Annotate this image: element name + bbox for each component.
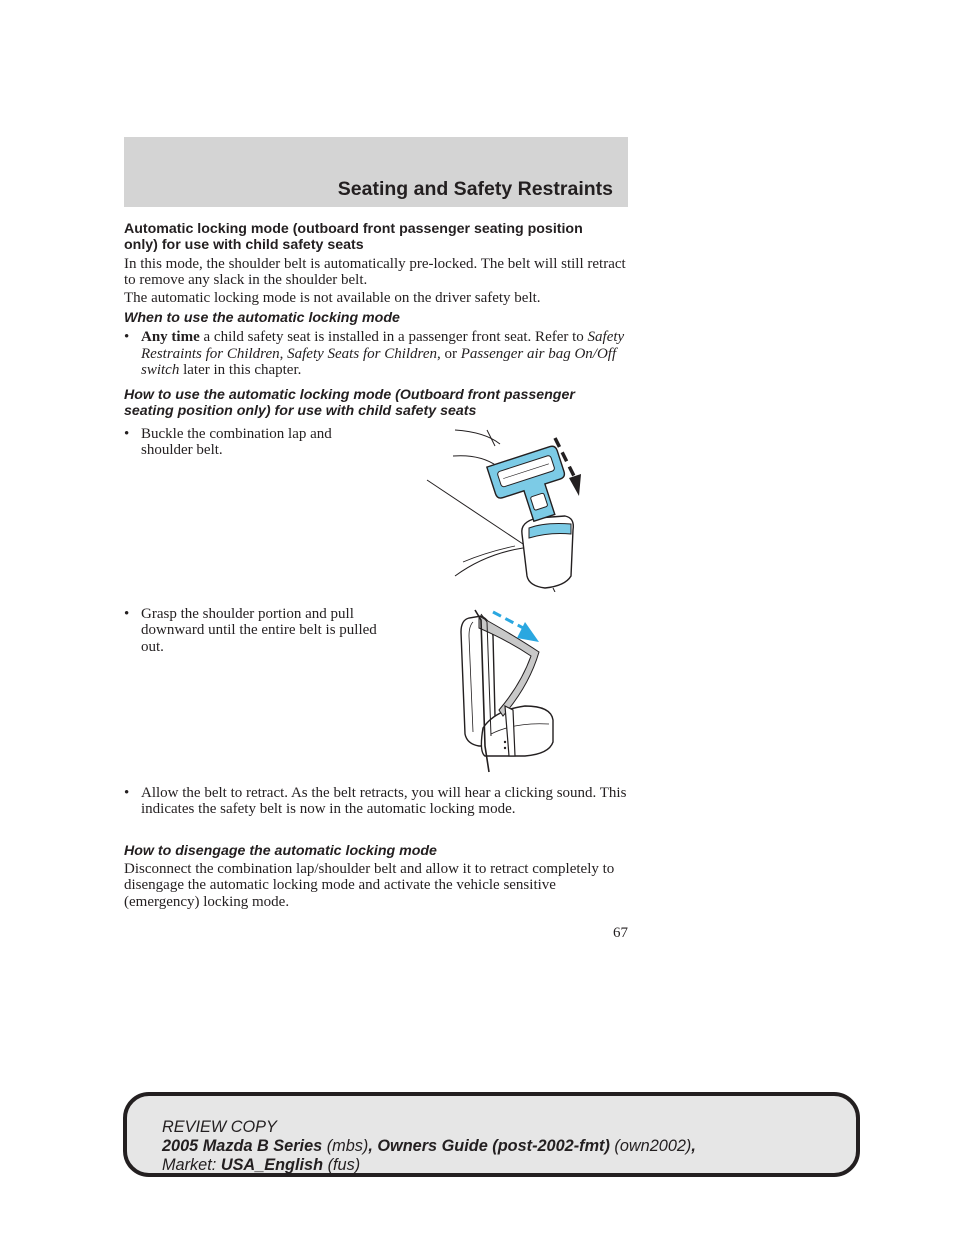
ref-safety-restraints-children: Safety Restraints for Children	[141, 329, 625, 362]
ref-passenger-airbag-switch: Passenger air bag On/Off switch	[141, 345, 617, 379]
page-title: Seating and Safety Restraints	[337, 178, 613, 200]
main-content	[124, 221, 628, 419]
buckle-illustration	[425, 426, 595, 592]
heading-when-to-use: When to use the automatic locking mode	[124, 310, 400, 327]
heading-how-to-disengage: How to disengage the automatic locking mode	[124, 843, 437, 859]
lead-any-time: Any time	[141, 329, 200, 346]
section-header-band	[124, 137, 628, 207]
ref-safety-seats-children: Safety Seats for Children	[287, 345, 437, 362]
list-item-buckle-belt: • Buckle the combination lap and shoulder belt.	[124, 426, 332, 459]
review-copy-footer-text	[162, 1118, 852, 1175]
list-item-grasp-shoulder: • Grasp the shoulder portion and pull downward until the entire belt is pulled out.	[124, 606, 377, 655]
list-item-when-to-use: • Any time a child safety seat is installed in a passenger front seat. Refer to Safety Restraints for Children, Safety Seats for Children, or Passenger air bag On/Off switch later in this chapter.	[124, 329, 625, 379]
heading-automatic-locking-mode: Automatic locking mode (outboard front passenger seating position only) for use with child safety seats	[124, 221, 583, 253]
list-item-allow-retract: • Allow the belt to retract. As the belt retracts, you will hear a clicking sound. This indicates the safety belt is now in the automatic locking mode.	[124, 785, 627, 818]
page-number: 67	[613, 925, 628, 941]
heading-how-to-use: How to use the automatic locking mode (Outboard front passenger seating position only) for use with child safety seats	[124, 387, 575, 420]
paragraph-auto-intro: In this mode, the shoulder belt is automatically pre-locked. The belt will still retract to remove any slack in the shoulder belt.	[124, 256, 626, 289]
footer-review-copy: REVIEW COPY	[162, 1118, 277, 1136]
bullet-dot: •	[124, 329, 130, 346]
paragraph-driver-note: The automatic locking mode is not available on the driver safety belt.	[124, 289, 541, 306]
footer-model-line: 2005 Mazda B Series (mbs), Owners Guide (post-2002-fmt) (own2002),	[162, 1137, 696, 1155]
seat-belt-pull-illustration	[455, 606, 565, 774]
footer-market-line: Market: USA_English (fus)	[162, 1156, 361, 1174]
paragraph-disengage: Disconnect the combination lap/shoulder belt and allow it to retract completely to disengage the automatic locking mode and activate the vehicle sensitive (emergency) locking mode.	[124, 861, 615, 910]
